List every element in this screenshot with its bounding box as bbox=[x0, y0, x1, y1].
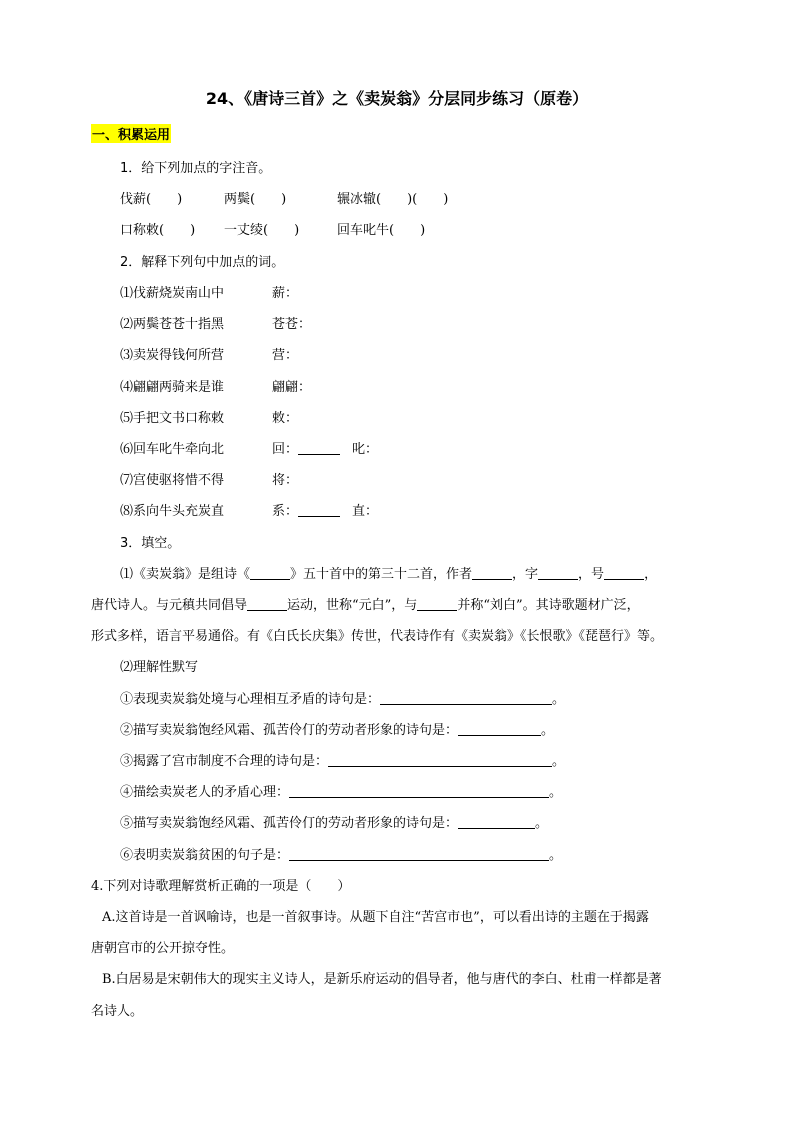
question-1-stem: 1．给下列加点的字注音。 bbox=[120, 161, 272, 176]
q2-sentence: ⑺宫使驱将惜不得 bbox=[120, 473, 225, 488]
answer-blank[interactable] bbox=[458, 722, 541, 736]
q2-word: 系： bbox=[272, 504, 299, 519]
q3-p1-line1 bbox=[120, 563, 657, 582]
q3-item bbox=[120, 750, 565, 769]
q2-sentence: ⑷翩翩两骑来是谁 bbox=[120, 380, 225, 395]
answer-blank[interactable] bbox=[289, 784, 549, 798]
q3-item-text: ①表现卖炭翁处境与心理相互矛盾的诗句是： bbox=[120, 692, 381, 707]
page-title: 24、《唐诗三首》之《卖炭翁》分层同步练习（原卷） bbox=[205, 89, 589, 108]
option-a-line1: A.这首诗是一首讽喻诗，也是一首叙事诗。从题下自注“苦宫市也”，可以看出诗的主题在于揭露 bbox=[102, 910, 649, 925]
q2-answer-row bbox=[272, 500, 378, 519]
q2-sentence: ⑴伐薪烧炭南山中 bbox=[120, 286, 225, 301]
q3-text: ，号 bbox=[578, 567, 605, 582]
q3-p1-line2 bbox=[91, 594, 640, 613]
q2-word: 回： bbox=[272, 442, 299, 457]
question-2-stem: 2．解释下列句中加点的词。 bbox=[120, 255, 285, 270]
answer-blank[interactable] bbox=[298, 503, 340, 517]
answer-blank[interactable] bbox=[328, 753, 552, 767]
q1-item: 口称敕( ) bbox=[120, 223, 196, 238]
q3-item-end: 。 bbox=[552, 754, 566, 769]
answer-blank[interactable] bbox=[380, 691, 552, 705]
answer-blank[interactable] bbox=[538, 566, 578, 580]
q3-item-end: 。 bbox=[541, 723, 555, 738]
q3-text: 》五十首中的第三十二首，作者 bbox=[290, 567, 473, 582]
question-3-stem: 3．填空。 bbox=[120, 536, 181, 551]
q3-text: 唐代诗人。与元稹共同倡导 bbox=[91, 598, 248, 613]
q2-word-2: 叱： bbox=[352, 442, 379, 457]
q3-item-end: 。 bbox=[552, 692, 566, 707]
answer-blank[interactable] bbox=[247, 597, 287, 611]
q3-item-end: 。 bbox=[549, 848, 563, 863]
q3-item-end: 。 bbox=[535, 816, 549, 831]
answer-blank[interactable] bbox=[604, 566, 644, 580]
q2-word-2: 直： bbox=[352, 504, 379, 519]
q3-item bbox=[120, 688, 565, 707]
q2-sentence: ⑸手把文书口称敕 bbox=[120, 411, 225, 426]
q1-item: 伐薪( ) bbox=[120, 192, 183, 207]
q3-item-text: ④描绘卖炭老人的矛盾心理： bbox=[120, 785, 290, 800]
q3-item bbox=[120, 844, 562, 863]
q2-answer-row bbox=[272, 438, 378, 457]
q3-p2-heading: ⑵理解性默写 bbox=[120, 660, 199, 675]
option-b-line1: B.白居易是宋朝伟大的现实主义诗人，是新乐府运动的倡导者，他与唐代的李白、杜甫一样都是著 bbox=[102, 972, 662, 987]
q3-p1-line3: 形式多样，语言平易通俗。有《白氏长庆集》传世，代表诗作有《卖炭翁》《长恨歌》《琵琶行》等。 bbox=[91, 629, 664, 644]
q2-sentence: ⑹回车叱牛牵向北 bbox=[120, 442, 225, 457]
q2-word: 苍苍： bbox=[272, 317, 312, 332]
answer-blank[interactable] bbox=[289, 847, 549, 861]
option-b-line2: 名诗人。 bbox=[91, 1004, 144, 1019]
q2-sentence: ⑶卖炭得钱何所营 bbox=[120, 348, 225, 363]
q2-word: 薪： bbox=[272, 286, 299, 301]
option-a-line2: 唐朝宫市的公开掠夺性。 bbox=[91, 941, 235, 956]
q2-word: 将： bbox=[272, 473, 299, 488]
q3-item-text: ③揭露了宫市制度不合理的诗句是： bbox=[120, 754, 329, 769]
question-4-stem: 4.下列对诗歌理解赏析正确的一项是（ ） bbox=[91, 879, 351, 894]
q2-word: 翩翩： bbox=[272, 380, 312, 395]
q3-text: 并称“刘白”。其诗歌题材广泛， bbox=[457, 598, 640, 613]
answer-blank[interactable] bbox=[298, 441, 340, 455]
q2-sentence: ⑻系向牛头充炭直 bbox=[120, 504, 225, 519]
q1-item: 回车叱牛( ) bbox=[337, 223, 426, 238]
q3-text: ⑴《卖炭翁》是组诗《 bbox=[120, 567, 251, 582]
answer-blank[interactable] bbox=[250, 566, 290, 580]
answer-blank[interactable] bbox=[417, 597, 457, 611]
q2-sentence: ⑵两鬓苍苍十指黑 bbox=[120, 317, 225, 332]
q3-item bbox=[120, 719, 554, 738]
q1-item: 一丈绫( ) bbox=[224, 223, 300, 238]
answer-blank[interactable] bbox=[458, 815, 535, 829]
q3-item-end: 。 bbox=[549, 785, 563, 800]
q2-word: 敕： bbox=[272, 411, 299, 426]
q3-item-text: ②描写卖炭翁饱经风霜、孤苦伶仃的劳动者形象的诗句是： bbox=[120, 723, 459, 738]
section-heading: 一、积累运用 bbox=[91, 124, 171, 143]
answer-blank[interactable] bbox=[472, 566, 512, 580]
q1-item: 辗冰辙( )( ) bbox=[337, 192, 449, 207]
q2-word: 营： bbox=[272, 348, 299, 363]
q3-item-text: ⑤描写卖炭翁饱经风霜、孤苦伶仃的劳动者形象的诗句是： bbox=[120, 816, 459, 831]
q3-text: ，字 bbox=[512, 567, 539, 582]
q3-item bbox=[120, 781, 562, 800]
q1-item: 两鬓( ) bbox=[224, 192, 287, 207]
q3-text: 运动，世称“元白”，与 bbox=[287, 598, 418, 613]
q3-item-text: ⑥表明卖炭翁贫困的句子是： bbox=[120, 848, 290, 863]
q3-item bbox=[120, 812, 548, 831]
q3-text: ， bbox=[644, 567, 658, 582]
